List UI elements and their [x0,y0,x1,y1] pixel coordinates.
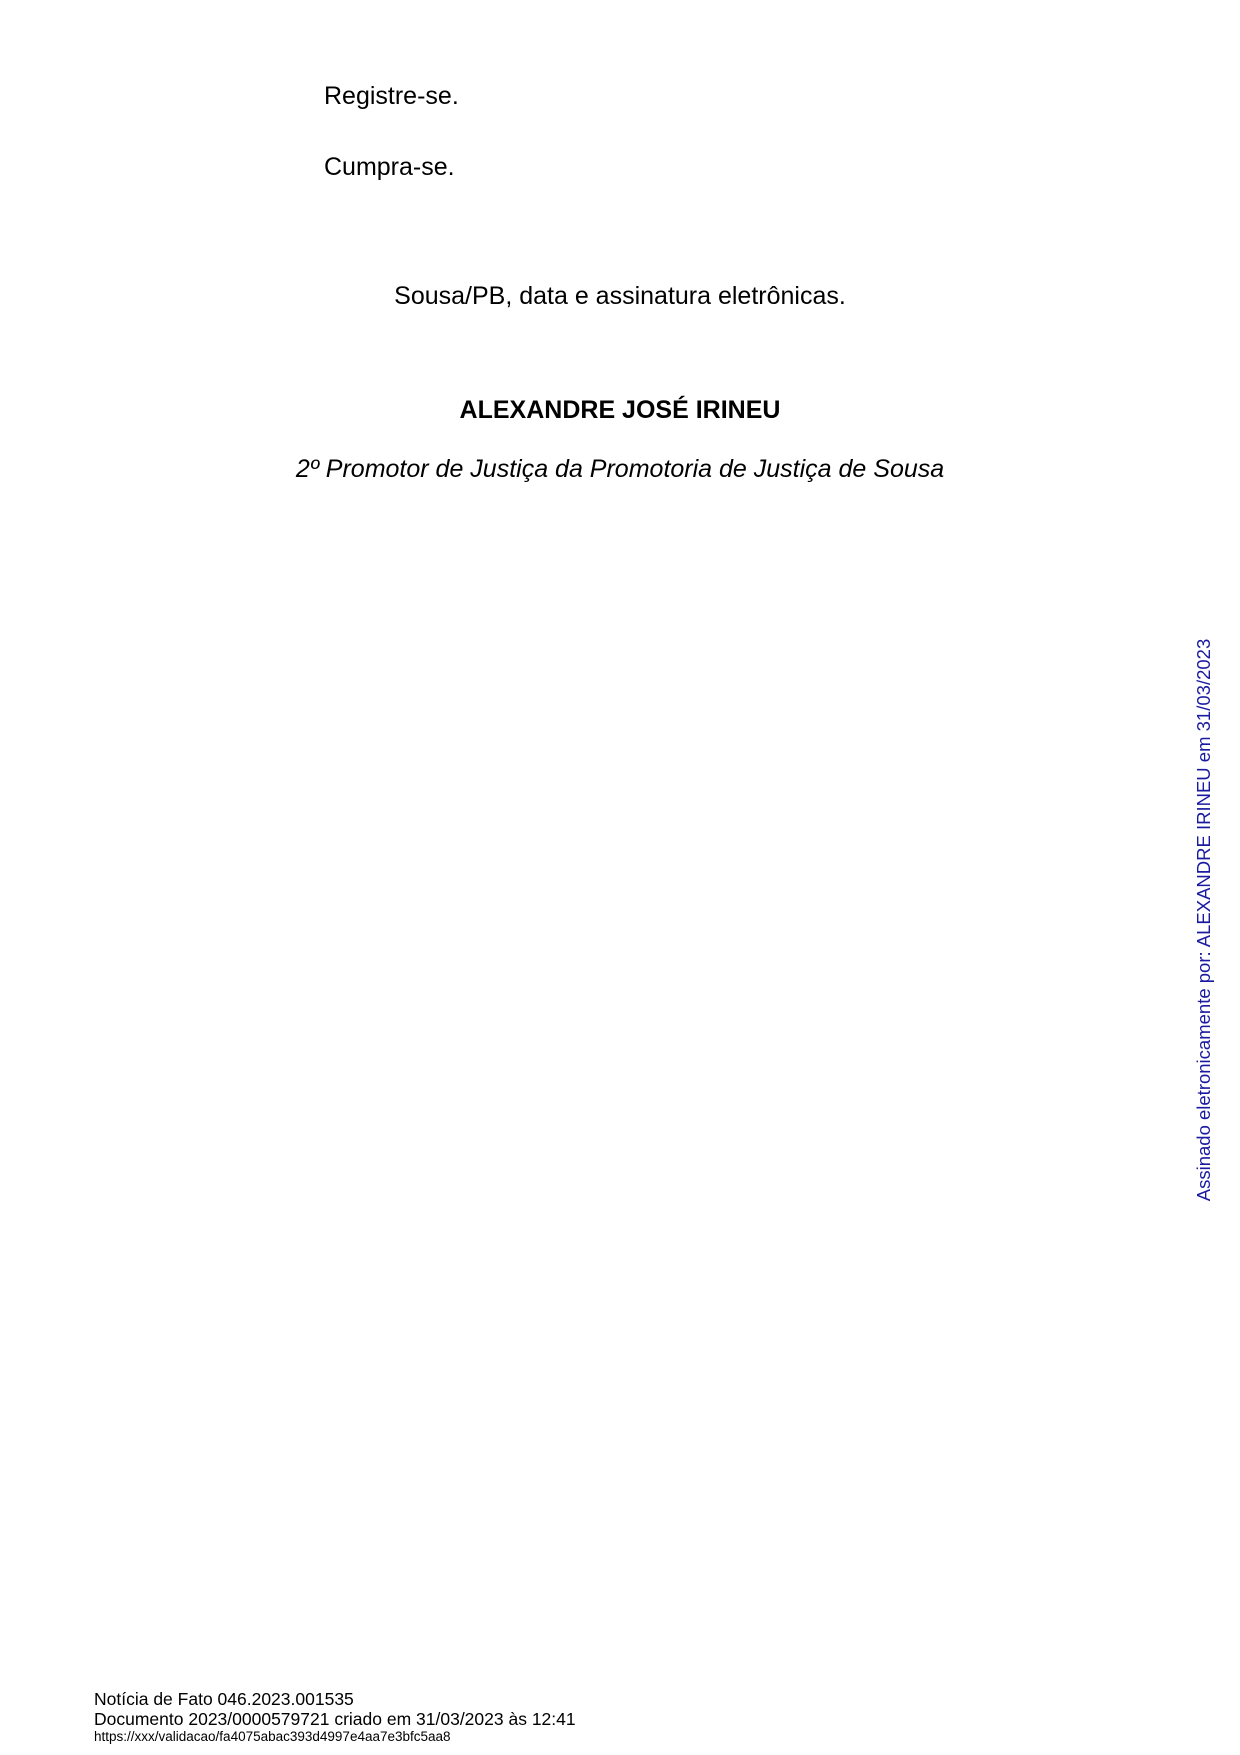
place-and-date-line: Sousa/PB, data e assinatura eletrônicas. [394,282,846,310]
footer-document-info: Documento 2023/0000579721 criado em 31/03/2023 às 12:41 [94,1709,576,1729]
page-footer [94,1689,576,1745]
footer-validation-url[interactable]: https://xxx/validacao/fa4075abac393d4997e4aa7e3bfc5aa8 [94,1729,451,1744]
closing-cumpra: Cumpra-se. [324,153,455,181]
signer-name: ALEXANDRE JOSÉ IRINEU [459,396,781,424]
closing-registre: Registre-se. [324,82,459,110]
footer-reference: Notícia de Fato 046.2023.001535 [94,1689,354,1709]
signer-role: 2º Promotor de Justiça da Promotoria de Justiça de Sousa [295,455,945,483]
electronic-signature-stamp: Assinado eletronicamente por: ALEXANDRE IRINEU em 31/03/2023 [1192,638,1214,1202]
